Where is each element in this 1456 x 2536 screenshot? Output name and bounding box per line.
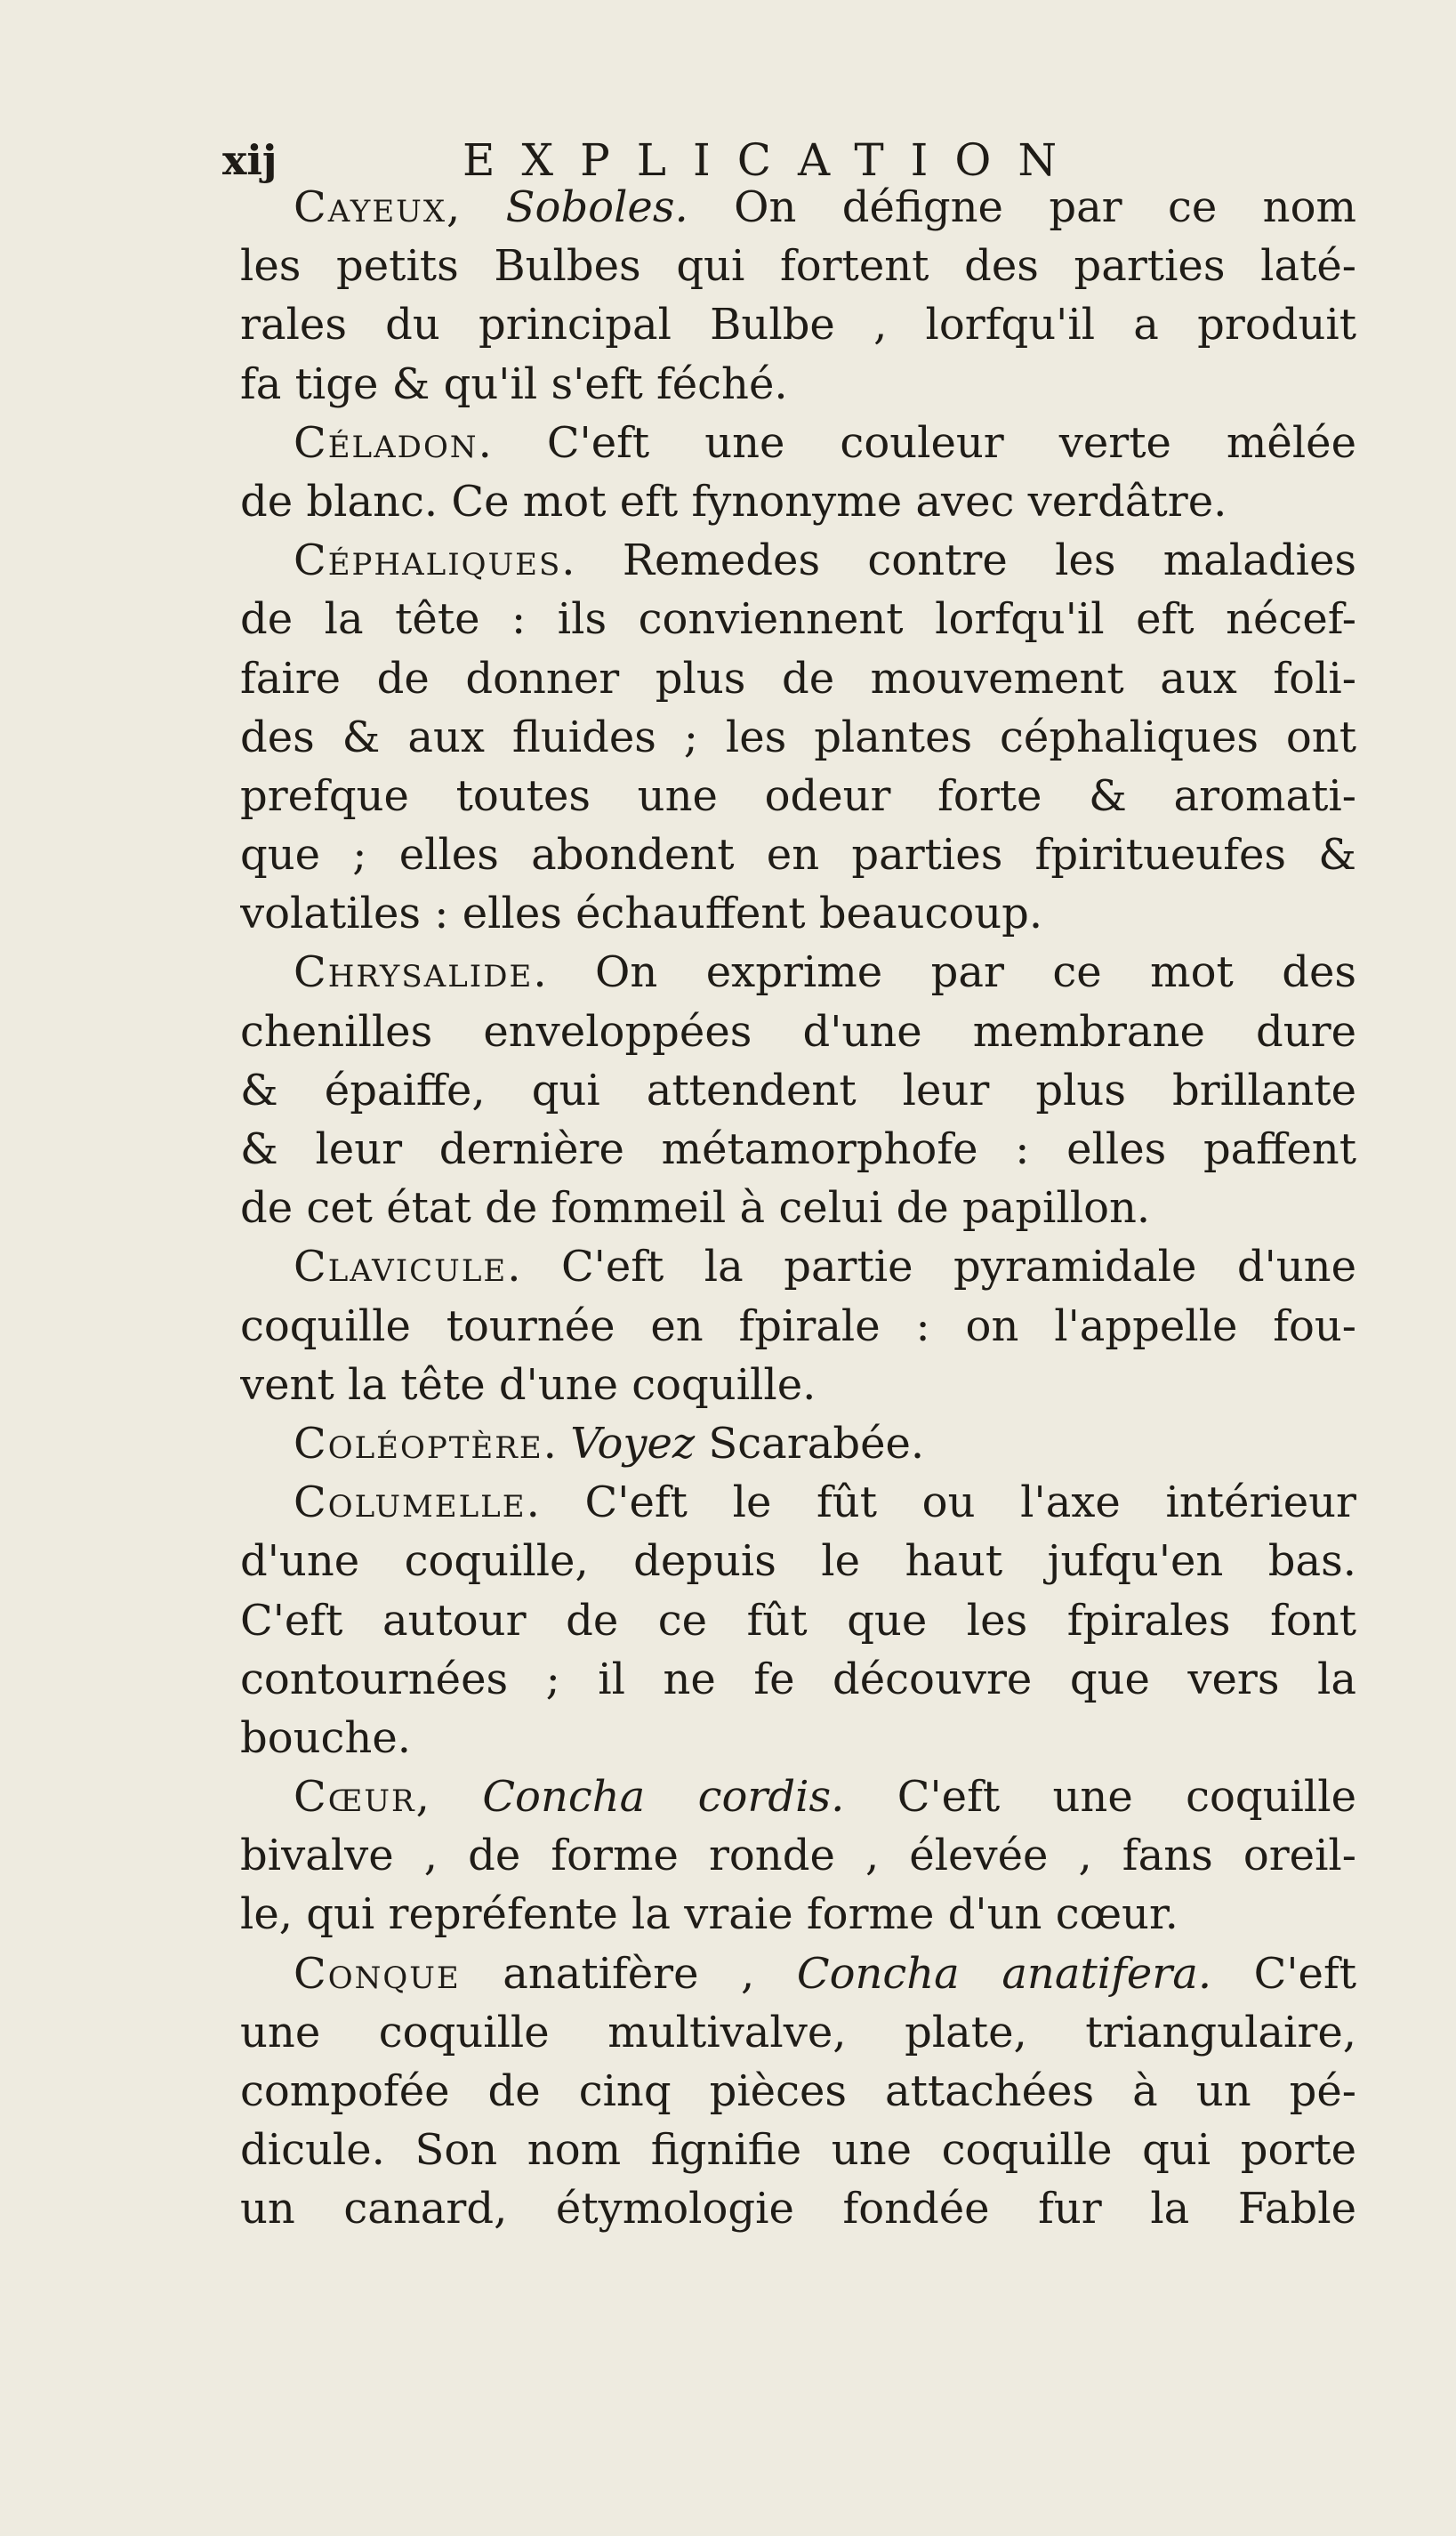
entry-columelle — [240, 1473, 1356, 1767]
text-line: Conque anatifère , Concha anatifera. C'eft — [294, 1948, 1356, 1999]
entry-conque — [240, 1944, 1356, 2239]
entry-term: Coléoptère — [294, 1418, 543, 1469]
text-line: volatiles : elles échauffent beaucoup. — [240, 889, 1043, 939]
entry-cayeux — [240, 178, 1356, 414]
entry-term: Columelle — [294, 1477, 527, 1528]
entry-term: Cayeux — [294, 182, 447, 232]
text-line: contournées ; il ne fe découvre que vers la — [240, 1654, 1356, 1704]
text-line: vent la tête d'une coquille. — [240, 1359, 816, 1410]
text-line: Coléoptère. Voyez Scarabée. — [294, 1418, 925, 1469]
text-line: de cet état de fommeil à celui de papillon. — [240, 1183, 1151, 1234]
text-line: bouche. — [240, 1712, 411, 1763]
text-line: Cayeux, Soboles. On défigne par ce nom — [294, 182, 1356, 232]
text-line: compofée de cinq pièces attachées à un pé- — [240, 2066, 1356, 2116]
text-line: Cœur, Concha cordis. C'eft une coquille — [294, 1772, 1356, 1823]
text-line: prefque toutes une odeur forte & aromati- — [240, 770, 1356, 821]
text-line: bivalve , de forme ronde , élevée , fans oreil- — [240, 1831, 1356, 1881]
running-head: EXPLICATION — [463, 134, 1084, 186]
text-line: que ; elles abondent en parties fpiritueufes & — [240, 830, 1356, 881]
text-line: Céladon. C'eft une couleur verte mêlée — [294, 417, 1356, 468]
page-number: xij — [222, 136, 278, 184]
text-line: Céphaliques. Remedes contre les maladies — [294, 535, 1356, 586]
entry-coleoptere — [240, 1414, 1356, 1473]
entry-term: Céladon — [294, 417, 479, 468]
text-line: dicule. Son nom fignifie une coquille qui porte — [240, 2125, 1356, 2176]
entry-term: Clavicule — [294, 1242, 508, 1292]
text-line: d'une coquille, depuis le haut jufqu'en bas. — [240, 1536, 1356, 1587]
text-line: une coquille multivalve, plate, triangulaire, — [240, 2007, 1356, 2057]
latin-name: Concha anatifera. — [796, 1948, 1212, 1999]
entry-clavicule — [240, 1237, 1356, 1414]
text-line: chenilles enveloppées d'une membrane dure — [240, 1006, 1356, 1057]
text-line: fa tige & qu'il s'eft féché. — [240, 358, 788, 409]
entry-term: Chrysalide — [294, 947, 534, 998]
entry-chrysalide — [240, 943, 1356, 1237]
text-line: de la tête : ils conviennent lorfqu'il eft nécef- — [240, 594, 1356, 645]
entry-coeur — [240, 1767, 1356, 1944]
text-line: coquille tournée en fpirale : on l'appelle fou- — [240, 1300, 1356, 1351]
text-line: Columelle. C'eft le fût ou l'axe intérieur — [294, 1477, 1356, 1528]
entry-term: Cœur — [294, 1772, 416, 1823]
text-line: de blanc. Ce mot eft fynonyme avec verdâtre. — [240, 476, 1227, 527]
text-line: le, qui repréfente la vraie forme d'un cœur. — [240, 1889, 1178, 1940]
glossary-text — [240, 178, 1356, 2239]
text-line: des & aux fluides ; les plantes céphaliques ont — [240, 712, 1356, 762]
text-line: faire de donner plus de mouvement aux foli- — [240, 653, 1356, 704]
entry-term: Céphaliques — [294, 535, 562, 586]
text-line: & leur dernière métamorphofe : elles paffent — [240, 1124, 1356, 1174]
text-line: Clavicule. C'eft la partie pyramidale d'une — [294, 1242, 1356, 1292]
entry-term: Conque — [294, 1948, 461, 1999]
cross-reference: Voyez — [570, 1418, 696, 1469]
text-line: rales du principal Bulbe , lorfqu'il a produit — [240, 300, 1356, 350]
text-line: un canard, étymologie fondée fur la Fable — [240, 2184, 1356, 2234]
text-line: C'eft autour de ce fût que les fpirales font — [240, 1595, 1356, 1646]
text-line: & épaiffe, qui attendent leur plus brillante — [240, 1065, 1356, 1115]
text-line: les petits Bulbes qui fortent des parties laté- — [240, 241, 1356, 292]
text-line: Chrysalide. On exprime par ce mot des — [294, 947, 1356, 998]
entry-celadon — [240, 414, 1356, 531]
entry-cephaliques — [240, 531, 1356, 943]
latin-name: Concha cordis. — [482, 1772, 845, 1823]
latin-name: Soboles. — [505, 182, 688, 232]
